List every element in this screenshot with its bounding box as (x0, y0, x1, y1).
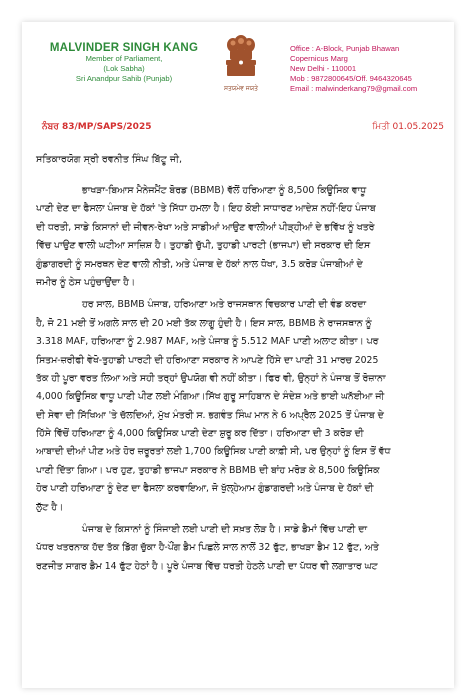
office-line-1: Office : A-Block, Punjab Bhawan (290, 44, 400, 53)
letter-page (22, 22, 454, 688)
text-line: ਹਿੱਸੇ ਵਿੱਚੋਂ ਹਰਿਆਣਾ ਨੂੰ 4,000 ਕਿਊਸਿਕ ਪਾਣੀ ਦੇਣਾ ਸ਼ੁਰੂ ਕਰ ਦਿੱਤਾ। ਹਰਿਆਣਾ ਦੀ 3 ਕਰੋੜ ਦੀ (36, 428, 364, 440)
letter-body (36, 182, 444, 580)
text-line: ਹੋਰ ਪਾਣੀ ਹਰਿਆਣਾ ਨੂੰ ਦੇਣ ਦਾ ਫੈਸਲਾ ਕਰਵਾਇਆ, ਜੋ ਖੁੱਲ੍ਹੇਆਮ ਗੁੰਡਾਗਰਦੀ ਅਤੇ ਪੰਜਾਬ ਦੇ ਹੱਕਾਂ ਦੀ (36, 483, 374, 495)
office-line-2: Copernicus Marg (290, 54, 348, 63)
text-line: ਪੱਧਰ ਖਤਰਨਾਕ ਹੱਦ ਤੱਕ ਡਿੱਗ ਚੁੱਕਾ ਹੈ-ਪੌਂਗ ਡੈਮ ਪਿਛਲੇ ਸਾਲ ਨਾਲੋਂ 32 ਫੁੱਟ, ਭਾਖੜਾ ਡੈਮ 12 ਫੁੱਟ, ਅਤੇ (36, 542, 379, 554)
reference-row (40, 122, 450, 136)
paragraph-2 (36, 296, 444, 517)
national-emblem-icon (219, 32, 263, 90)
emblem-caption: ਸਤਯਮੇਵ ਜਯਤੇ (223, 85, 258, 92)
letterhead (22, 22, 454, 114)
text-line: ਦੀ ਸੇਵਾ ਦੀ ਸਿੱਖਿਆ 'ਤੇ ਚੱਲਦਿਆਂ, ਮੁੱਖ ਮੰਤਰੀ ਸ. ਭਗਵੰਤ ਸਿੰਘ ਮਾਨ ਨੇ 6 ਅਪ੍ਰੈਲ 2025 ਤੋਂ ਪੰਜਾਬ ਦੇ (36, 409, 384, 421)
text-line: ਜਮੀਰ ਨੂੰ ਠੇਸ ਪਹੁੰਚਾਉਂਦਾ ਹੈ। (36, 276, 136, 288)
paragraph-1 (36, 182, 444, 292)
sender-name: MALVINDER SINGH KANG (49, 42, 199, 54)
sender-constituency: Sri Anandpur Sahib (Punjab) (75, 74, 173, 83)
text-line: ਭਾਖੜਾ-ਬਿਆਸ ਮੈਨੇਜਮੈਂਟ ਬੋਰਡ (BBMB) ਵੱਲੋਂ ਹਰਿਆਣਾ ਨੂੰ 8,500 ਕਿਊਸਿਕ ਵਾਧੂ (82, 185, 367, 196)
text-line: ਸਿਤਮ-ਜ਼ਰੀਫੀ ਵੇਖੋ-ਤੁਹਾਡੀ ਪਾਰਟੀ ਦੀ ਹਰਿਆਣਾ ਸਰਕਾਰ ਨੇ ਆਪਣੇ ਹਿੱਸੇ ਦਾ ਪਾਣੀ 31 ਮਾਰਚ 2025 (36, 354, 379, 366)
reference-number: ਨੰਬਰ 83/MP/SAPS/2025 (42, 122, 152, 132)
sender-role: Member of Parliament, (85, 54, 163, 63)
sender-house: (Lok Sabha) (103, 64, 145, 73)
text-line: 3.318 MAF, ਹਰਿਆਣਾ ਨੂੰ 2.987 MAF, ਅਤੇ ਪੰਜਾਬ ਨੂੰ 5.512 MAF ਪਾਣੀ ਅਲਾਟ ਕੀਤਾ। ਪਰ (36, 336, 379, 348)
office-line-3: New Delhi - 110001 (290, 64, 357, 73)
text-line: ਦੀ ਧਰਤੀ, ਸਾਡੇ ਕਿਸਾਨਾਂ ਦੀ ਜੀਵਨ-ਰੇਖਾ ਅਤੇ ਸਾਡੀਆਂ ਆਉਣ ਵਾਲੀਆਂ ਪੀੜ੍ਹੀਆਂ ਦੇ ਭਵਿੱਖ ਨੂੰ ਖਤਰੇ (36, 221, 375, 233)
text-line: ਪਾਣੀ ਦੇਣ ਦਾ ਫੈਸਲਾ ਪੰਜਾਬ ਦੇ ਹੱਕਾਂ 'ਤੇ ਸਿੱਧਾ ਹਮਲਾ ਹੈ। ਇਹ ਕੋਈ ਸਾਧਾਰਣ ਆਦੇਸ਼ ਨਹੀਂ-ਇਹ ਪੰਜਾਬ (36, 203, 376, 215)
text-line: ਹਰ ਸਾਲ, BBMB ਪੰਜਾਬ, ਹਰਿਆਣਾ ਅਤੇ ਰਾਜਸਥਾਨ ਵਿਚਕਾਰ ਪਾਣੀ ਦੀ ਵੰਡ ਕਰਦਾ (82, 299, 367, 311)
lion-capital-icon (221, 32, 261, 80)
letter-date: ਮਿਤੀ 01.05.2025 (372, 122, 444, 132)
text-line: ਹੈ, ਜੋ 21 ਮਈ ਤੋਂ ਅਗਲੇ ਸਾਲ ਦੀ 20 ਮਈ ਤੱਕ ਲਾਗੂ ਹੁੰਦੀ ਹੈ। ਇਸ ਸਾਲ, BBMB ਨੇ ਰਾਜਸਥਾਨ ਨੂੰ (36, 317, 372, 329)
mobile-number: Mob : 9872800645/Off. 9464320645 (290, 74, 412, 83)
salutation: ਸਤਿਕਾਰਯੋਗ ਸ੍ਰੀ ਰਵਨੀਤ ਸਿੰਘ ਬਿੱਟੂ ਜੀ, (36, 154, 183, 165)
text-line: ਆਬਾਦੀ ਦੀਆਂ ਪੀਣ ਅਤੇ ਹੋਰ ਜ਼ਰੂਰਤਾਂ ਲਈ 1,700 ਕਿਊਸਿਕ ਪਾਣੀ ਕਾਫ਼ੀ ਸੀ, ਪਰ ਉਨ੍ਹਾਂ ਨੂੰ ਇਸ ਤੋਂ ਵੱਧ (36, 446, 391, 458)
text-line: ਤੱਕ ਹੀ ਪੂਰਾ ਵਰਤ ਲਿਆ ਅਤੇ ਸਹੀ ਤਰ੍ਹਾਂ ਉਪਯੋਗ ਵੀ ਨਹੀਂ ਕੀਤਾ। ਫਿਰ ਵੀ, ਉਨ੍ਹਾਂ ਨੇ ਪੰਜਾਬ ਤੋਂ ਰੋਜ਼ਾਨਾ (36, 372, 386, 384)
text-line: ਵਿੱਚ ਪਾਉਣ ਵਾਲੀ ਘਟੀਆ ਸਾਜ਼ਿਸ਼ ਹੈ। ਤੁਹਾਡੀ ਚੁੱਪੀ, ਤੁਹਾਡੀ ਪਾਰਟੀ (ਭਾਜਪਾ) ਦੀ ਸਰਕਾਰ ਦੀ ਇਸ (36, 240, 371, 252)
text-line: ਲੁੱਟ ਹੈ। (36, 501, 64, 513)
text-line: ਰਣਜੀਤ ਸਾਗਰ ਡੈਮ 14 ਫੁੱਟ ਹੇਠਾਂ ਹੈ। ਪੂਰੇ ਪੰਜਾਬ ਵਿੱਚ ਧਰਤੀ ਹੇਠਲੇ ਪਾਣੀ ਦਾ ਪੱਧਰ ਵੀ ਲਗਾਤਾਰ ਘਟ (36, 560, 378, 572)
sender-block (44, 42, 204, 84)
office-block (290, 44, 455, 94)
paragraph-3 (36, 521, 444, 576)
email-address: Email : malwinderkang79@gmail.com (290, 84, 418, 93)
text-line: 4,000 ਕਿਊਸਿਕ ਵਾਧੂ ਪਾਣੀ ਪੀਣ ਲਈ ਮੰਗਿਆ।ਸਿੱਖ ਗੁਰੂ ਸਾਹਿਬਾਨ ਦੇ ਸੰਦੇਸ਼ ਅਤੇ ਭਾਈ ਘਨੱਈਆ ਜੀ (36, 391, 385, 403)
text-line: ਪਾਣੀ ਦਿੱਤਾ ਗਿਆ। ਪਰ ਹੁਣ, ਤੁਹਾਡੀ ਭਾਜਪਾ ਸਰਕਾਰ ਨੇ BBMB ਦੀ ਬਾਂਹ ਮਰੋੜ ਕੇ 8,500 ਕਿਊਸਿਕ (36, 464, 380, 476)
text-line: ਪੰਜਾਬ ਦੇ ਕਿਸਾਨਾਂ ਨੂੰ ਸਿੰਜਾਈ ਲਈ ਪਾਣੀ ਦੀ ਸਖ਼ਤ ਲੋੜ ਹੈ। ਸਾਡੇ ਡੈਮਾਂ ਵਿੱਚ ਪਾਣੀ ਦਾ (82, 524, 368, 536)
text-line: ਗੁੰਡਾਗਰਦੀ ਨੂੰ ਸਮਰਥਨ ਦੇਣ ਵਾਲੀ ਨੀਤੀ, ਅਤੇ ਪੰਜਾਬ ਦੇ ਹੱਕਾਂ ਨਾਲ ਧੋਖਾ, 3.5 ਕਰੋੜ ਪੰਜਾਬੀਆਂ ਦੇ (36, 258, 363, 270)
